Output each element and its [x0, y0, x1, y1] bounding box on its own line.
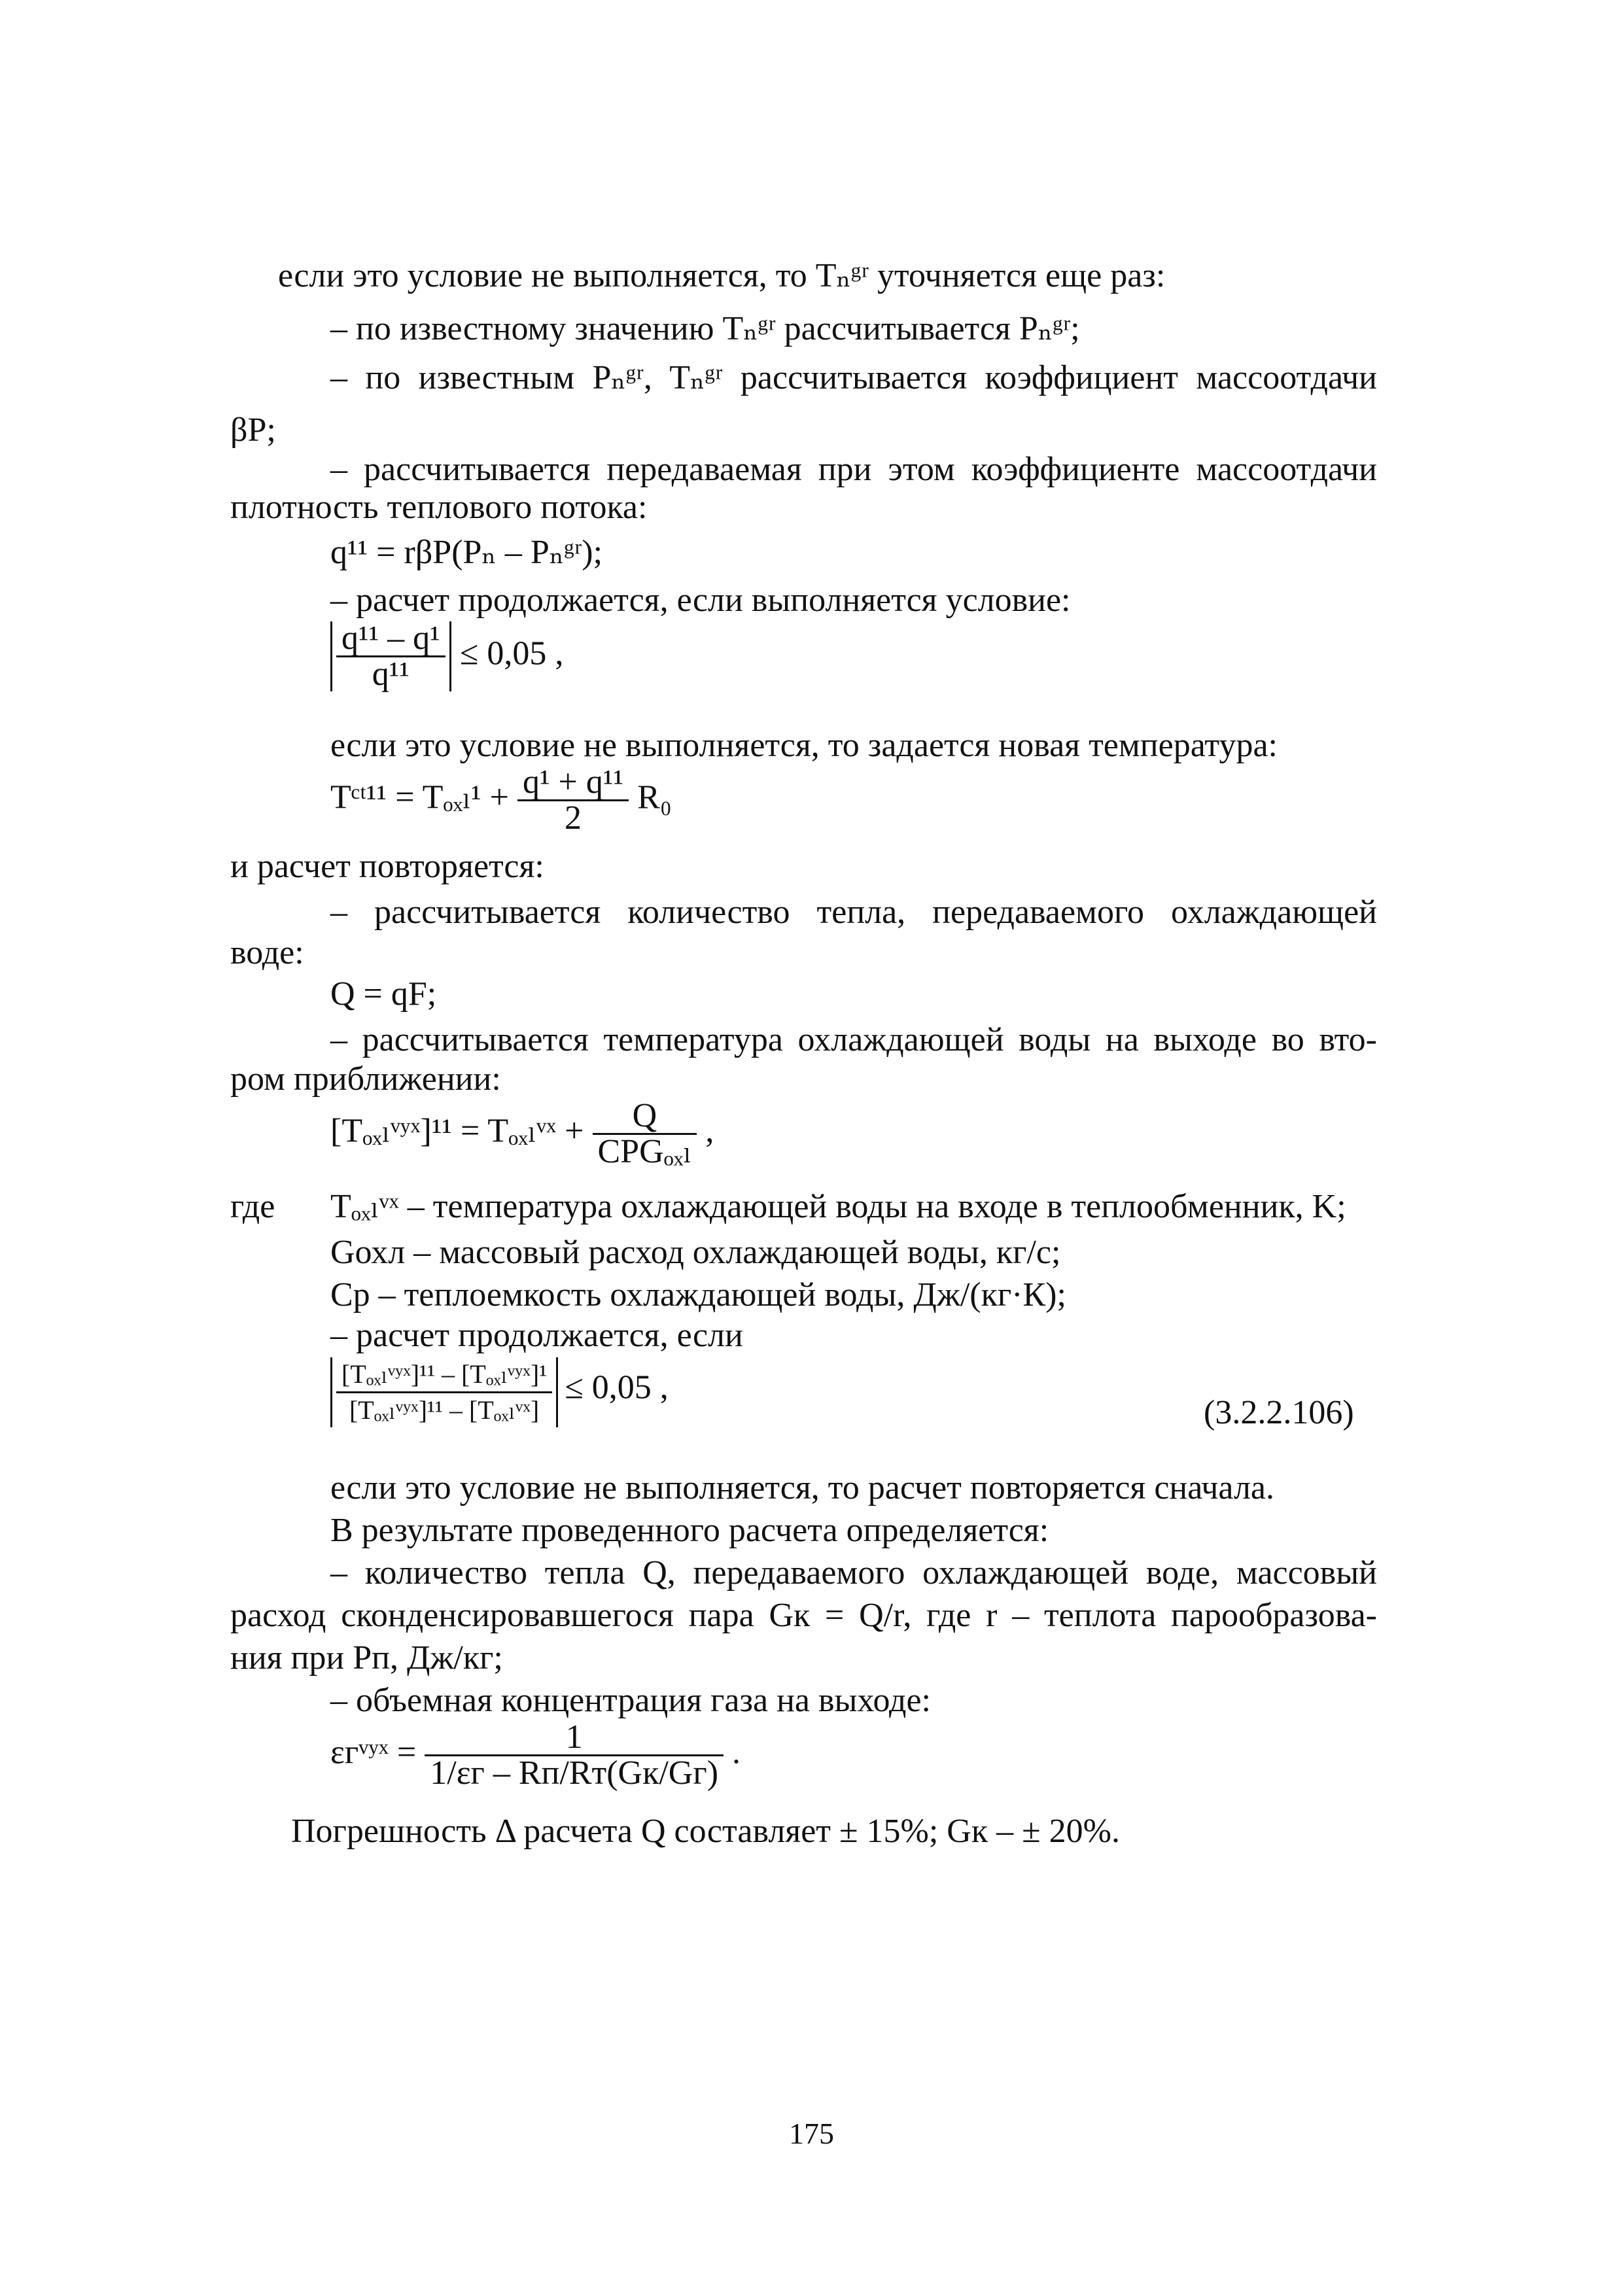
text-line: βP; — [230, 411, 276, 449]
condition-rhs: ≤ 0,05 , — [565, 1368, 669, 1406]
text-line: – по известному значению Tₙᵍʳ рассчитывается Pₙᵍʳ; — [330, 310, 1080, 347]
text-line: Погрешность Δ расчета Q составляет ± 15%; Gк – ± 20%. — [291, 1813, 1120, 1850]
text-line: – количество тепла Q, передаваемого охлаждающей воде, массовый — [330, 1554, 1377, 1592]
equation-number: (3.2.2.106) — [1204, 1394, 1354, 1431]
denominator: 1/εг – Rп/Rт(Gк/Gг) — [430, 1754, 719, 1792]
numerator: q¹¹ – q¹ — [336, 621, 445, 657]
text-line: расход сконденсировавшегося пара Gк = Q/r, где r – теплота парообразова- — [230, 1597, 1377, 1634]
text-line: если это условие не выполняется, то задается новая температура: — [330, 727, 1278, 764]
equation-temperature — [330, 765, 672, 835]
text-line: – объемная концентрация газа на выходе: — [330, 1682, 931, 1719]
equation-end: , — [705, 1112, 714, 1150]
text-line: плотность теплового потока: — [230, 489, 648, 526]
equation-end: . — [732, 1733, 741, 1771]
equation-condition-2 — [330, 1357, 669, 1427]
text-line: – рассчитывается передаваемая при этом коэффициенте массоотдачи — [330, 451, 1377, 488]
equation-condition-1 — [330, 621, 563, 691]
numerator: q¹ + q¹¹ — [517, 765, 629, 801]
equation: q¹¹ = rβP(Pₙ – Pₙᵍʳ); — [330, 534, 603, 571]
denominator: 2 — [565, 799, 582, 837]
text-line: – по известным Pₙᵍʳ, Tₙᵍʳ рассчитывается коэффициент массоотдачи — [330, 359, 1377, 396]
equation-rhs: R₀ — [637, 778, 672, 816]
definition-line: – расчет продолжается, если — [330, 1317, 743, 1354]
text-line: – расчет продолжается, если выполняется условие: — [330, 582, 1071, 619]
numerator: [Tₒₓₗᵛʸˣ]¹¹ – [Tₒₓₗᵛʸˣ]¹ — [336, 1357, 552, 1393]
numerator: Q — [593, 1099, 697, 1135]
text-line: ния при Pп, Дж/кг; — [230, 1639, 503, 1677]
equation-lhs: Tᶜᵗ¹¹ = Tₒₓₗ¹ + — [330, 778, 509, 816]
fraction — [593, 1099, 697, 1169]
equation: Q = qF; — [330, 975, 437, 1013]
fraction — [425, 1720, 724, 1790]
definition-line: Cp – теплоемкость охлаждающей воды, Дж/(кг·К); — [330, 1276, 1066, 1313]
text-line: и расчет повторяется: — [230, 848, 544, 885]
denominator: CPGₒₓₗ — [597, 1133, 692, 1170]
fraction — [336, 621, 445, 691]
text-line: воде: — [230, 934, 304, 971]
equation-gas-concentration — [330, 1720, 741, 1790]
text-line: ром приближении: — [230, 1060, 501, 1098]
text-line: В результате проведенного расчета определяется: — [330, 1512, 1049, 1549]
text-line: – рассчитывается температура охлаждающей воды на выходе во вто- — [330, 1021, 1377, 1058]
equation-lhs: εгᵛʸˣ = — [330, 1733, 417, 1771]
fraction — [336, 1357, 552, 1427]
absolute-value — [330, 621, 451, 691]
numerator: 1 — [425, 1720, 724, 1756]
definition-line: Gохл – массовый расход охлаждающей воды, кг/с; — [330, 1234, 1061, 1271]
text-line: – рассчитывается количество тепла, передаваемого охлаждающей — [330, 894, 1377, 931]
where-label: где — [230, 1188, 275, 1225]
definition-line: Tₒₓₗᵛˣ – температура охлаждающей воды на входе в теплообменник, K; — [330, 1188, 1346, 1225]
text-line: если это условие не выполняется, то расчет повторяется сначала. — [330, 1469, 1274, 1506]
page-number: 175 — [789, 2117, 834, 2150]
condition-rhs: ≤ 0,05 , — [459, 635, 564, 672]
text-line: если это условие не выполняется, то Tₙᵍʳ уточняется еще раз: — [278, 257, 1166, 294]
denominator: [Tₒₓₗᵛʸˣ]¹¹ – [Tₒₓₗᵛˣ] — [349, 1395, 540, 1425]
equation-outlet-temperature — [330, 1099, 714, 1169]
absolute-value — [330, 1357, 558, 1427]
fraction — [517, 765, 629, 835]
equation-lhs: [Tₒₓₗᵛʸˣ]¹¹ = Tₒₓₗᵛˣ + — [330, 1112, 584, 1150]
denominator: q¹¹ — [372, 655, 410, 693]
